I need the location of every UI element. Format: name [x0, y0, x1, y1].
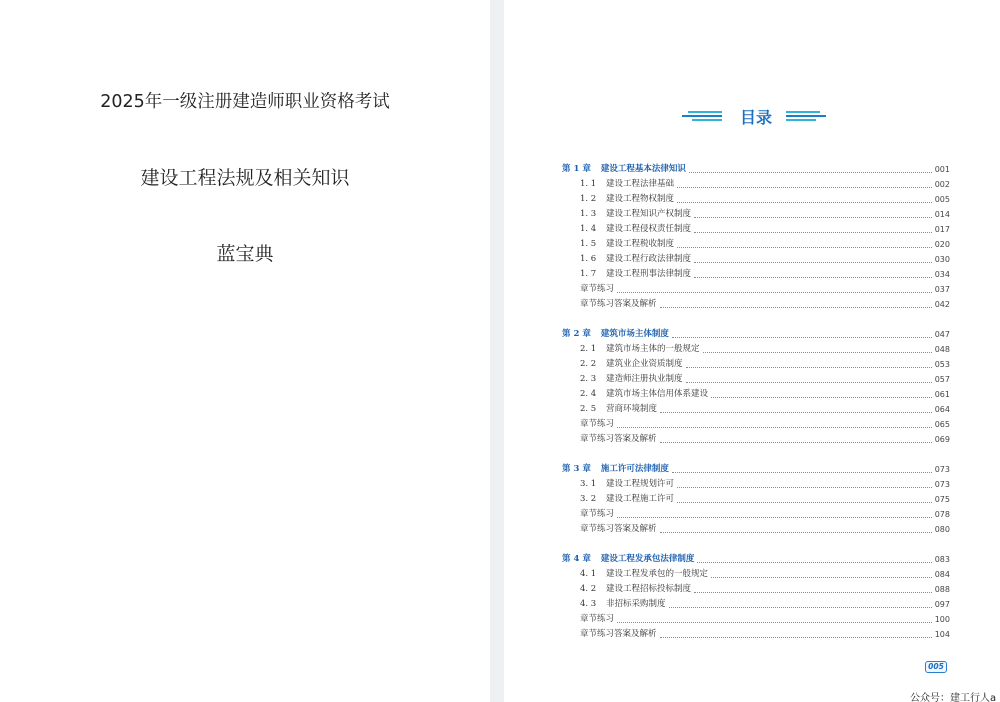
toc-section-page: 030 [934, 255, 950, 264]
dot-leader [677, 202, 932, 203]
toc-section-number: 4. 3 [580, 599, 597, 609]
toc-section-page: 084 [934, 570, 950, 579]
subject-title: 建设工程法规及相关知识 [140, 167, 350, 189]
dot-leader [689, 172, 932, 173]
dot-leader [677, 187, 932, 188]
dot-leader [617, 517, 932, 518]
toc-answers-page: 042 [934, 300, 950, 309]
toc-section-title: 建设工程发承包的一般规定 [606, 569, 709, 579]
toc-chapter-number: 第 3 章 [562, 464, 591, 474]
toc-section-title: 建设工程知识产权制度 [606, 209, 692, 219]
dot-leader [677, 487, 932, 488]
toc-section-title: 建设工程招标投标制度 [606, 584, 692, 594]
toc-answers-title: 章节练习答案及解析 [580, 299, 657, 309]
toc-chapter[interactable] [562, 162, 950, 177]
toc-exercise[interactable] [562, 417, 950, 432]
toc-exercise-title: 章节练习 [580, 509, 615, 519]
dot-leader [686, 367, 932, 368]
dot-leader [617, 622, 932, 623]
toc-header [504, 102, 1000, 132]
toc-answers-title: 章节练习答案及解析 [580, 434, 657, 444]
toc-exercise-page: 037 [934, 285, 950, 294]
toc-section-number: 2. 3 [580, 374, 597, 384]
toc-section-number: 1. 7 [580, 269, 597, 279]
toc-answers-title: 章节练习答案及解析 [580, 524, 657, 534]
toc-exercise[interactable] [562, 507, 950, 522]
toc-section-page: 020 [934, 240, 950, 249]
toc-section-number: 2. 5 [580, 404, 597, 414]
book-title: 蓝宝典 [216, 243, 274, 265]
toc-section[interactable] [562, 207, 950, 222]
toc-chapter-title: 建设工程发承包法律制度 [600, 554, 695, 564]
toc-answers-page: 104 [934, 630, 950, 639]
toc-section-page: 014 [934, 210, 950, 219]
toc-section-title: 建设工程规划许可 [606, 479, 675, 489]
watermark-text: 公众号：建工行人a [910, 693, 997, 702]
dot-leader [694, 592, 932, 593]
toc-section-page: 002 [934, 180, 950, 189]
toc-section-page: 057 [934, 375, 950, 384]
toc-section[interactable] [562, 192, 950, 207]
table-of-contents [562, 162, 950, 642]
toc-section-title: 建设工程物权制度 [606, 194, 675, 204]
toc-section-number: 1. 5 [580, 239, 597, 249]
toc-answers[interactable] [562, 297, 950, 312]
page-number: 005 [925, 661, 947, 673]
toc-section-title: 建设工程施工许可 [606, 494, 675, 504]
toc-section-page: 073 [934, 480, 950, 489]
toc-section-title: 建筑业企业资质制度 [606, 359, 683, 369]
dot-leader [694, 277, 932, 278]
cover-page [0, 0, 490, 702]
toc-section-page: 053 [934, 360, 950, 369]
dot-leader [617, 427, 932, 428]
toc-answers[interactable] [562, 522, 950, 537]
toc-exercise-title: 章节练习 [580, 284, 615, 294]
toc-exercise-title: 章节练习 [580, 419, 615, 429]
title-decoration-right [786, 111, 826, 122]
dot-leader [697, 562, 931, 563]
toc-chapter-title: 建筑市场主体制度 [600, 329, 669, 339]
toc-section-title: 建设工程法律基础 [606, 179, 675, 189]
toc-section-title: 建设工程税收制度 [606, 239, 675, 249]
toc-answers-title: 章节练习答案及解析 [580, 629, 657, 639]
page-gutter [490, 0, 504, 702]
dot-leader [660, 637, 932, 638]
toc-section[interactable] [562, 477, 950, 492]
toc-section-page: 034 [934, 270, 950, 279]
toc-exercise-page: 100 [934, 615, 950, 624]
toc-section-page: 064 [934, 405, 950, 414]
toc-section[interactable] [562, 387, 950, 402]
toc-chapter-title: 施工许可法律制度 [600, 464, 669, 474]
dot-leader [660, 307, 932, 308]
toc-section[interactable] [562, 177, 950, 192]
toc-section-number: 1. 6 [580, 254, 597, 264]
toc-section-title: 建筑市场主体信用体系建设 [606, 389, 709, 399]
toc-section[interactable] [562, 492, 950, 507]
dot-leader [660, 442, 932, 443]
toc-chapter-number: 第 1 章 [562, 164, 591, 174]
toc-section[interactable] [562, 372, 950, 387]
chapter-spacer [562, 312, 950, 327]
toc-section[interactable] [562, 567, 950, 582]
toc-section-number: 4. 1 [580, 569, 597, 579]
toc-section-number: 1. 2 [580, 194, 597, 204]
toc-section-title: 营商环境制度 [606, 404, 658, 414]
toc-section-page: 005 [934, 195, 950, 204]
toc-chapter-page: 047 [934, 330, 950, 339]
toc-chapter-number: 第 2 章 [562, 329, 591, 339]
toc-section[interactable] [562, 267, 950, 282]
toc-section-title: 建设工程刑事法律制度 [606, 269, 692, 279]
toc-section[interactable] [562, 252, 950, 267]
chapter-spacer [562, 537, 950, 552]
toc-section[interactable] [562, 597, 950, 612]
toc-section-page: 088 [934, 585, 950, 594]
dot-leader [694, 262, 932, 263]
toc-exercise-page: 078 [934, 510, 950, 519]
toc-section-number: 2. 2 [580, 359, 597, 369]
toc-section-title: 非招标采购制度 [606, 599, 666, 609]
toc-exercise-page: 065 [934, 420, 950, 429]
dot-leader [660, 412, 932, 413]
toc-section-number: 2. 1 [580, 344, 597, 354]
toc-section[interactable] [562, 357, 950, 372]
dot-leader [669, 607, 932, 608]
toc-section-number: 4. 2 [580, 584, 597, 594]
dot-leader [677, 247, 932, 248]
toc-section-number: 3. 2 [580, 494, 597, 504]
chapter-spacer [562, 447, 950, 462]
toc-chapter-page: 083 [934, 555, 950, 564]
toc-section-number: 1. 1 [580, 179, 597, 189]
toc-chapter-page: 073 [934, 465, 950, 474]
dot-leader [694, 217, 932, 218]
toc-section[interactable] [562, 402, 950, 417]
toc-section[interactable] [562, 237, 950, 252]
toc-section-title: 建造师注册执业制度 [606, 374, 683, 384]
toc-exercise[interactable] [562, 612, 950, 627]
toc-section-title: 建设工程行政法律制度 [606, 254, 692, 264]
dot-leader [660, 532, 932, 533]
toc-section-title: 建筑市场主体的一般规定 [606, 344, 700, 354]
dot-leader [617, 292, 932, 293]
toc-exercise-title: 章节练习 [580, 614, 615, 624]
toc-chapter[interactable] [562, 462, 950, 477]
dot-leader [711, 397, 932, 398]
toc-section[interactable] [562, 222, 950, 237]
toc-answers-page: 069 [934, 435, 950, 444]
dot-leader [703, 352, 932, 353]
toc-section-page: 097 [934, 600, 950, 609]
toc-section-title: 建设工程侵权责任制度 [606, 224, 692, 234]
toc-exercise[interactable] [562, 282, 950, 297]
dot-leader [672, 472, 932, 473]
toc-section-number: 1. 4 [580, 224, 597, 234]
toc-section-number: 2. 4 [580, 389, 597, 399]
toc-answers[interactable] [562, 627, 950, 642]
title-decoration-left [682, 111, 722, 122]
toc-chapter[interactable] [562, 552, 950, 567]
toc-chapter-number: 第 4 章 [562, 554, 591, 564]
toc-section-page: 017 [934, 225, 950, 234]
toc-section[interactable] [562, 342, 950, 357]
toc-chapter-page: 001 [934, 165, 950, 174]
toc-section-page: 048 [934, 345, 950, 354]
toc-section-number: 3. 1 [580, 479, 597, 489]
dot-leader [677, 502, 932, 503]
toc-answers[interactable] [562, 432, 950, 447]
toc-title: 目录 [739, 108, 772, 127]
exam-title: 2025年一级注册建造师职业资格考试 [100, 92, 390, 112]
dot-leader [686, 382, 932, 383]
toc-section-page: 075 [934, 495, 950, 504]
toc-chapter[interactable] [562, 327, 950, 342]
toc-section[interactable] [562, 582, 950, 597]
dot-leader [694, 232, 932, 233]
toc-section-number: 1. 3 [580, 209, 597, 219]
toc-section-page: 061 [934, 390, 950, 399]
dot-leader [711, 577, 932, 578]
toc-chapter-title: 建设工程基本法律知识 [600, 164, 686, 174]
toc-answers-page: 080 [934, 525, 950, 534]
dot-leader [672, 337, 932, 338]
